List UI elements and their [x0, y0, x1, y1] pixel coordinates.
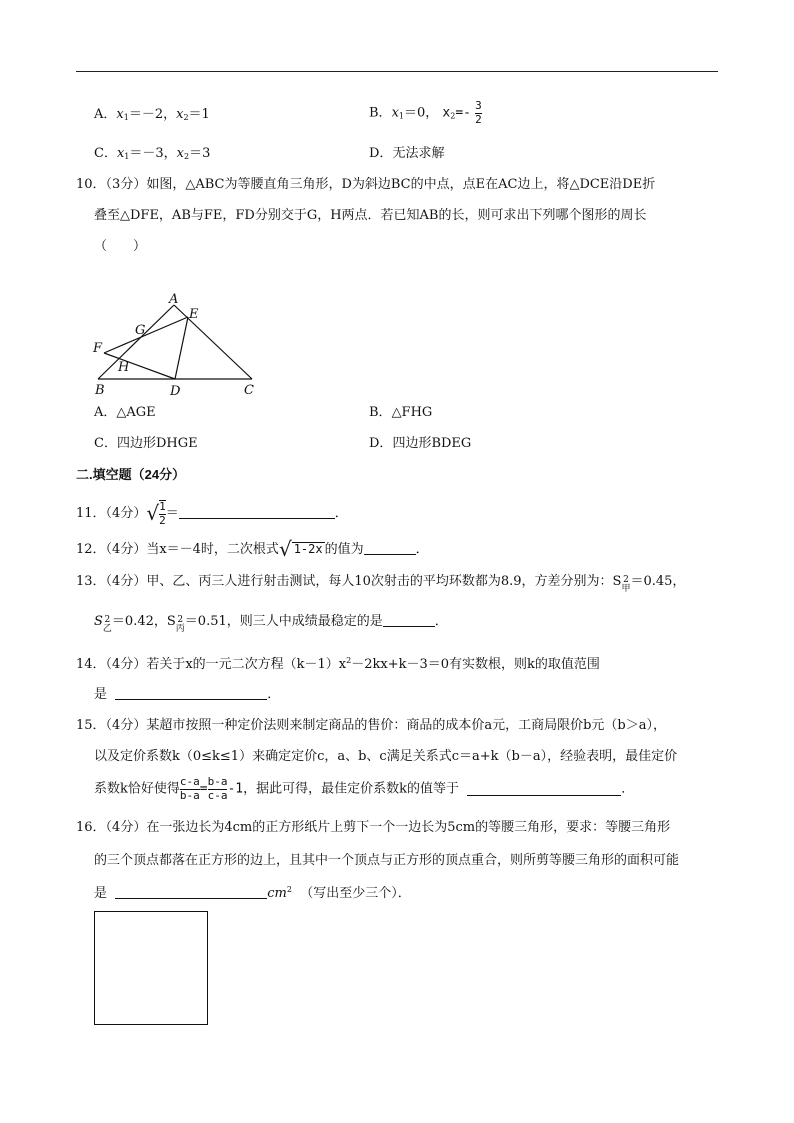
q12: 12．（4分）当x＝－4时，二次根式√ 1-2x 的值为 ．	[76, 537, 429, 561]
header-rule	[76, 71, 718, 72]
q15-line3: 系数k恰好使得 $\frac{c-a}{b-a}$ = $\frac{b-a}{c-a}$ -1，据此可得，最佳定价系数k的值等于 ．	[94, 775, 635, 802]
q13-line2: S 2 乙 ＝0.42，S 2 丙 ＝0.51，则三人中成绩最稳定的是 ．	[94, 614, 448, 634]
q14-line2: 是 ．	[94, 687, 281, 702]
edge-ac	[174, 305, 252, 379]
edge-fe	[104, 317, 188, 353]
q14-answer-blank[interactable]	[115, 687, 267, 700]
label-g: G	[135, 323, 146, 338]
q10-option-d: D．四边形BDEG	[369, 436, 472, 451]
q10-line1: 10．（3分）如图，△ABC为等腰直角三角形，D为斜边BC的中点，点E在AC边上，将△DCE沿DE折	[76, 177, 656, 192]
q13-answer-blank[interactable]	[383, 614, 435, 627]
q11: 11．（4分）√ $\frac{1}{2}$ ＝ ．	[76, 500, 348, 527]
q9-option-b: B．$x_1=0$， $x_2=-$ $\frac{3}{2}$	[369, 99, 482, 126]
q10-line2: 叠至△DFE，AB与FE，FD分别交于G，H两点．若已知AB的长，则可求出下列哪个图形的周长	[94, 208, 647, 223]
q9-option-d: D．无法求解	[369, 146, 445, 161]
edge-de	[175, 317, 188, 379]
label-f: F	[93, 341, 103, 356]
q9-option-a: A．$x_1=-2$，$x_2=1$	[94, 107, 210, 122]
q9-b-fraction: $\frac{3}{2}$	[475, 99, 482, 126]
q10-triangle-figure	[88, 288, 268, 398]
q15-fraction-1: $\frac{c-a}{b-a}$	[179, 775, 200, 802]
q16-line1: 16．（4分）在一张边长为4cm的正方形纸片上剪下一个一边长为5cm的等腰三角形，要求：等腰三角形	[76, 820, 671, 835]
label-b: B	[95, 383, 105, 398]
q14-line1: 14．（4分）若关于x的一元二次方程$(k-1)x^2-2kx+k-3=0$有实数根，则k的取值范围	[76, 656, 600, 672]
q15-fraction-2: $\frac{b-a}{c-a}$	[207, 775, 228, 802]
q9-option-c: C．$x_1=-3$，$x_2=3$	[94, 146, 211, 161]
q10-option-a: A．△AGE	[94, 405, 156, 420]
edge-fd	[104, 353, 175, 379]
q10-paren: （ ）	[94, 239, 147, 254]
q12-answer-blank[interactable]	[364, 542, 416, 555]
label-a: A	[169, 292, 179, 307]
q11-fraction: $\frac{1}{2}$	[159, 500, 166, 527]
q15-answer-blank[interactable]	[467, 783, 621, 796]
label-h: H	[118, 360, 130, 375]
section2-title: 二.填空题（24分）	[76, 467, 186, 482]
q15-line1: 15．（4分）某超市按照一种定价法则来制定商品的售价：商品的成本价a元，工商局限价b元（b＞a），	[76, 718, 666, 733]
q10-option-c: C．四边形DHGE	[94, 436, 198, 451]
q10-option-b: B．△FHG	[369, 405, 433, 420]
label-e: E	[189, 307, 199, 322]
q11-answer-blank[interactable]	[179, 506, 335, 519]
q16-line2: 的三个顶点都落在正方形的边上，且其中一个顶点与正方形的顶点重合，则所剪等腰三角形的面积可能	[94, 853, 680, 868]
label-d: D	[170, 384, 181, 398]
q16-line3: 是 $cm^2$ （写出至少三个）．	[94, 885, 411, 901]
label-c: C	[244, 383, 254, 398]
q16-answer-blank[interactable]	[115, 886, 267, 899]
edge-ab	[98, 305, 174, 379]
q13-line1: 13．（4分）甲、乙、丙三人进行射击测试，每人10次射击的平均环数都为8.9，方差分别为：S 2 甲 ＝0.45，	[76, 574, 686, 594]
q15-line2: 以及定价系数k（0≤k≤1）来确定定价c，a、b、c满足关系式c＝a+k（b－a），经验表明，最佳定价	[94, 749, 678, 764]
q16-square-figure	[94, 911, 208, 1025]
